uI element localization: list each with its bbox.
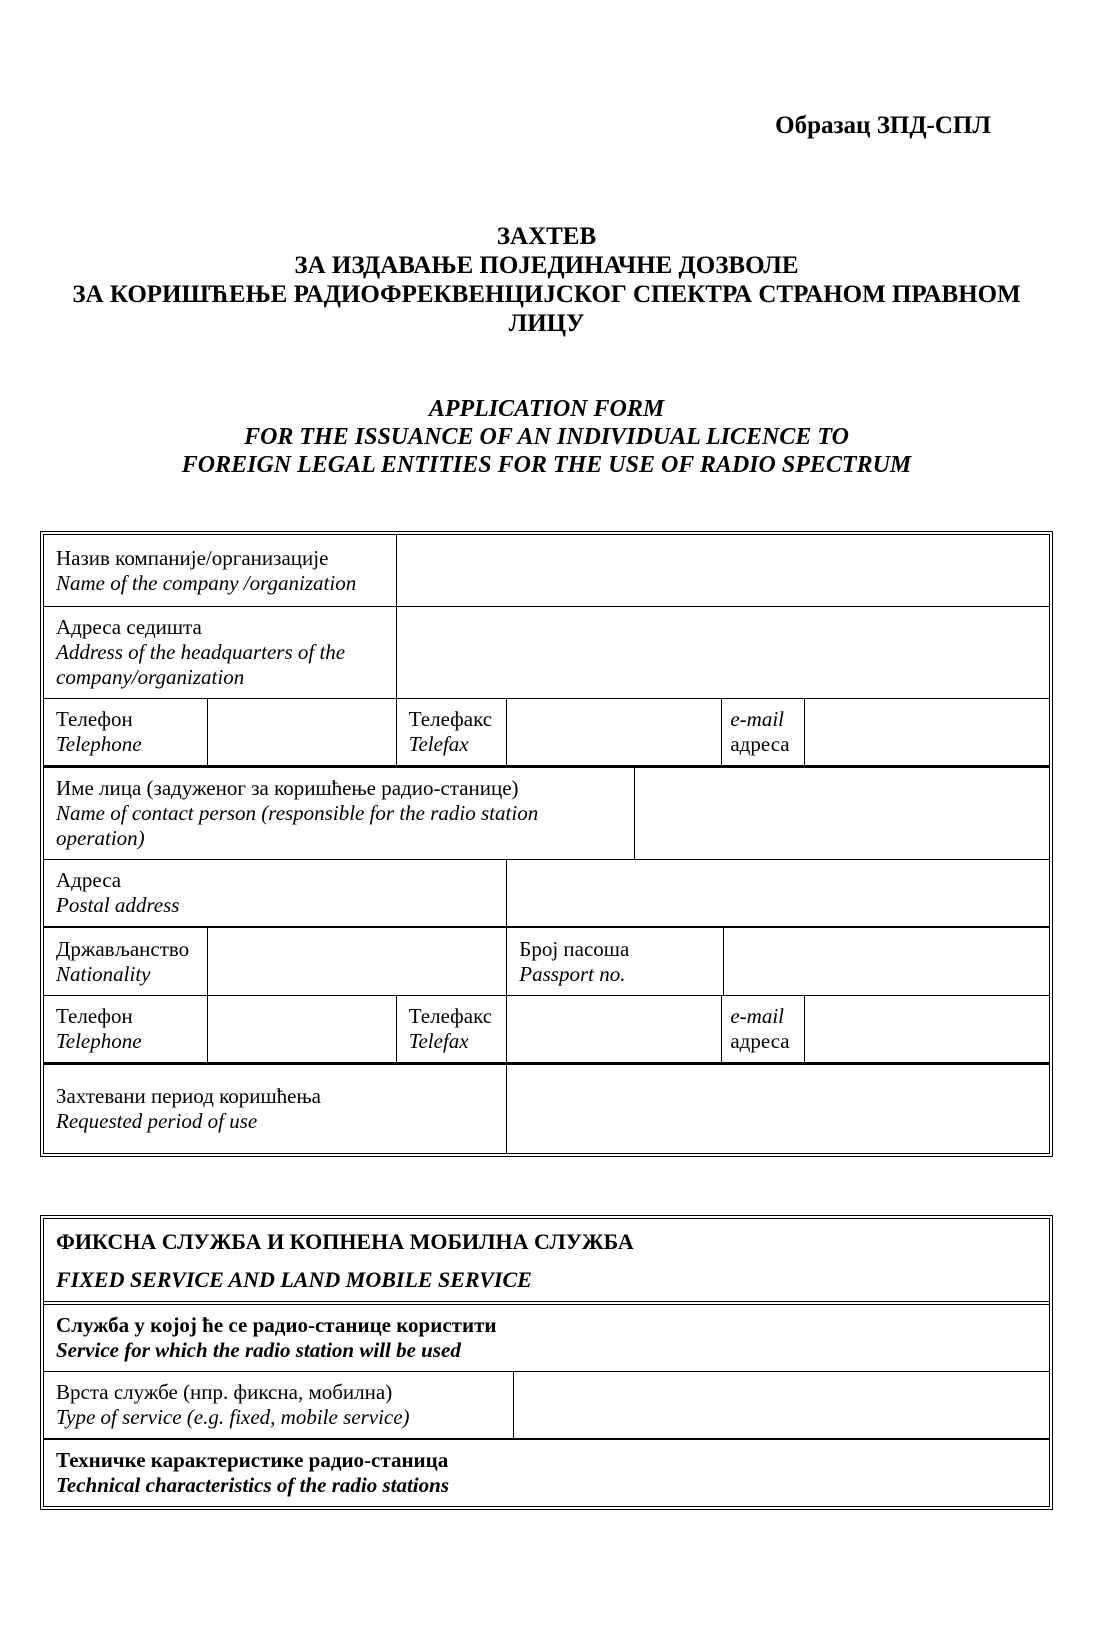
contact-email-label [721,996,803,1062]
service-table-header-sr: ФИКСНА СЛУЖБА И КОПНЕНА МОБИЛНА СЛУЖБА [56,1228,634,1254]
tech-characteristics-label-en: Technical characteristics of the radio stations [56,1473,449,1497]
period-of-use-label-en: Requested period of use [56,1109,258,1133]
contact-person-label-en: Name of contact person (responsible for the radio station operation) [56,801,539,850]
passport-label-sr: Број пасоша [519,936,630,961]
service-type-row [44,1372,1049,1440]
service-used-row [44,1305,1049,1372]
service-type-field[interactable] [513,1372,1049,1438]
title-english [40,395,1053,479]
service-table-header-cell [44,1219,1049,1301]
contact-email-label-sr: адреса [730,1029,790,1053]
period-of-use-label [44,1065,506,1153]
passport-field[interactable] [723,928,1049,995]
email-label-en: e-mail [730,707,784,731]
contact-phone-field[interactable] [207,996,396,1062]
postal-address-label [44,860,506,926]
title-english-line: FOR THE ISSUANCE OF AN INDIVIDUAL LICENCE TO [244,424,849,450]
phone-label-en: Telephone [56,732,142,756]
form-code: Образац ЗПД-СПЛ [775,112,991,139]
fax-label-en: Telefax [408,732,469,756]
period-of-use-label-sr: Захтевани период коришћења [56,1084,322,1108]
service-table-header [44,1219,1049,1305]
nationality-passport-row [44,928,1049,996]
email-label [721,699,803,765]
company-name-row [44,535,1049,607]
company-name-field[interactable] [396,535,1049,606]
fax-field[interactable] [506,699,721,765]
nationality-label-sr: Држављанство [56,936,190,961]
hq-address-label-en: Address of the headquarters of the company/organization [56,640,346,689]
contact-fax-label [396,996,507,1062]
title-serbian-line: ЗА КОРИШЋЕЊЕ РАДИОФРЕКВЕНЦИЈСКОГ СПЕКТРА СТРАНОМ ПРАВНОМ [72,281,1021,308]
tech-characteristics-label [44,1440,1049,1506]
fax-label [396,699,507,765]
service-used-label-en: Service for which the radio station will be used [56,1338,461,1362]
contact-person-field[interactable] [634,768,1049,859]
contact-email-field[interactable] [804,996,1049,1062]
contact-person-label [44,768,634,859]
contact-phone-label-en: Telephone [56,1029,142,1053]
phone-field[interactable] [207,699,396,765]
applicant-table [40,531,1053,1157]
service-type-label-en: Type of service (e.g. fixed, mobile service) [56,1405,410,1429]
service-used-label-sr: Служба у којој ће се радио-станице користити [56,1313,497,1337]
tech-characteristics-row [44,1440,1049,1506]
phone-label-sr: Телефон [56,707,133,731]
title-serbian-line: ЗА ИЗДАВАЊЕ ПОЈЕДИНАЧНЕ ДОЗВОЛЕ [294,252,799,279]
hq-address-label [44,607,396,698]
company-name-label [44,535,396,606]
passport-label-en: Passport no. [519,961,626,986]
contact-phone-row [44,996,1049,1065]
hq-address-field[interactable] [396,607,1049,698]
postal-address-row [44,860,1049,928]
hq-address-row [44,607,1049,699]
email-label-sr: адреса [730,732,790,756]
postal-address-field[interactable] [506,860,1049,926]
contact-fax-field[interactable] [506,996,721,1062]
contact-phone-label [44,996,207,1062]
contact-person-label-sr: Име лица (задуженог за коришћење радио-станице) [56,776,519,800]
contact-fax-label-sr: Телефакс [408,1004,493,1028]
service-type-label-sr: Врста службе (нпр. фиксна, мобилна) [56,1380,393,1404]
postal-address-label-sr: Адреса [56,868,122,892]
service-table-header-en: FIXED SERVICE AND LAND MOBILE SERVICE [56,1266,532,1292]
period-of-use-row [44,1065,1049,1153]
title-serbian-line: ЗАХТЕВ [496,223,597,250]
document-page [0,112,1093,1510]
title-serbian-line: ЛИЦУ [508,310,585,337]
period-of-use-field[interactable] [506,1065,1049,1153]
contact-phone-label-sr: Телефон [56,1004,133,1028]
postal-address-label-en: Postal address [56,893,180,917]
company-name-label-sr: Назив компаније/организације [56,545,329,570]
service-used-label [44,1305,1049,1371]
company-phone-row [44,699,1049,768]
nationality-label [44,928,207,995]
nationality-field[interactable] [207,928,506,995]
contact-email-label-en: e-mail [730,1004,784,1028]
title-english-line: FOREIGN LEGAL ENTITIES FOR THE USE OF RADIO SPECTRUM [181,452,912,478]
service-table [40,1215,1053,1510]
phone-label [44,699,207,765]
hq-address-label-sr: Адреса седишта [56,615,202,639]
contact-fax-label-en: Telefax [408,1029,469,1053]
nationality-label-en: Nationality [56,961,151,986]
service-type-label [44,1372,513,1438]
tech-characteristics-label-sr: Техничке карактеристике радио-станица [56,1448,449,1472]
title-serbian [40,222,1053,338]
email-field[interactable] [804,699,1049,765]
company-name-label-en: Name of the company /organization [56,570,357,595]
fax-label-sr: Телефакс [408,707,493,731]
title-english-line: APPLICATION FORM [428,396,665,422]
contact-person-row [44,768,1049,860]
passport-label [506,928,723,995]
